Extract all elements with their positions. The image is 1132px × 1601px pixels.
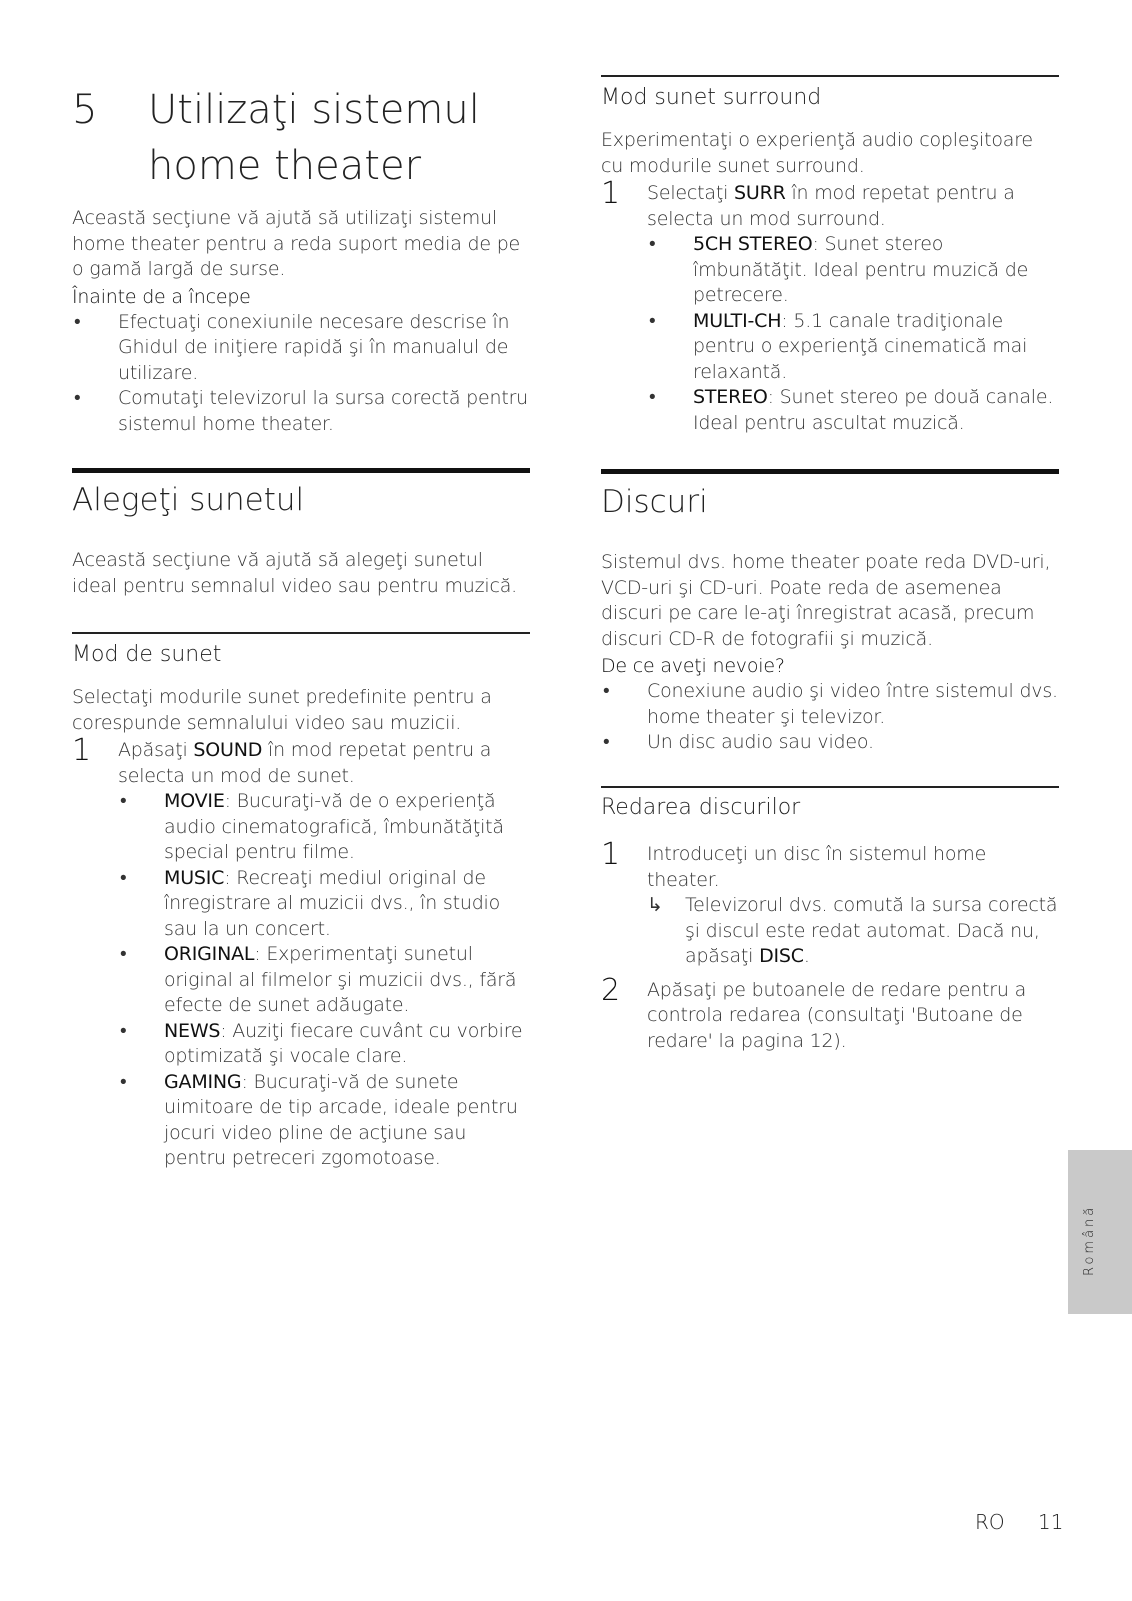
discuri-bullets: [601, 679, 1059, 756]
bullet-icon: •: [120, 866, 127, 889]
bullet-icon: •: [74, 387, 81, 409]
bullet-icon: •: [120, 1019, 127, 1042]
redarea-body: [601, 837, 1059, 1054]
result-arrow-icon: ↳: [647, 894, 663, 916]
subsection-divider: [72, 632, 530, 634]
list-item: • MUSIC: Recreaţi mediul original de înregistrare al muzicii dvs., în studio sau la un concert.: [120, 866, 501, 940]
language-tab: [1068, 1150, 1132, 1314]
surround-heading: Mod sunet surround: [601, 85, 822, 110]
surround-body: [601, 128, 1059, 436]
step-1: 1 Selectaţi SURR în mod repetat pentru a selecta un mod surround.: [601, 176, 1015, 230]
list-item: • GAMING: Bucuraţi-vă de sunete uimitoare de tip arcade, ideale pentru jocuri video pline de acţiune sau pentru petreceri zgomotoase.: [120, 1070, 518, 1169]
list-item: • Un disc audio sau video.: [601, 730, 1059, 756]
step-1: 1 Apăsaţi SOUND în mod repetat pentru a selecta un mod de sunet.: [72, 733, 492, 787]
bullet-icon: •: [649, 309, 656, 332]
redarea-heading: Redarea discurilor: [601, 795, 801, 820]
surround-mode-list: [647, 232, 1059, 436]
step-1: 1 Introduceţi un disc în sistemul home theater. ↳ Televizorul dvs. comută la sursa corectă şi discul este redat automat. Dacă nu, apăsaţi DISC.: [601, 842, 1059, 970]
footer-lang-code: RO: [975, 1510, 1005, 1534]
chapter-number: 5: [72, 87, 98, 133]
list-item: • Efectuaţi conexiunile necesare descrise în Ghidul de iniţiere rapidă şi în manualul de utilizare.: [74, 310, 510, 384]
step-number: 1: [601, 176, 620, 211]
bullet-icon: •: [74, 310, 81, 333]
disc-key: DISC: [759, 945, 804, 967]
sound-key: SOUND: [193, 739, 263, 761]
step-result: ↳ Televizorul dvs. comută la sursa corectă şi discul este redat automat. Dacă nu, apăsaţi DISC.: [647, 894, 1058, 967]
list-item: • Comutaţi televizorul la sursa corectă pentru sistemul home theater.: [74, 387, 529, 435]
intro-text: Această secţiune vă ajută să utilizaţi sistemul home theater pentru a reda suport media de pe o gamă largă de surse.: [72, 207, 521, 280]
language-label: Română: [1082, 1204, 1097, 1276]
discuri-body: [601, 550, 1059, 756]
surround-text: Experimentaţi o experienţă audio copleşitoare cu modurile sunet surround.: [601, 129, 1033, 177]
bullet-icon: •: [120, 790, 127, 812]
alegeti-text: Această secţiune vă ajută să alegeţi sunetul ideal pentru semnalul video sau pentru muzică.: [72, 549, 517, 597]
chapter-title-line1: Utilizaţi sistemul: [148, 87, 480, 133]
sound-mode-list: [118, 789, 530, 1172]
surr-key: SURR: [734, 182, 786, 204]
subsection-divider: [601, 786, 1059, 788]
discuri-text: Sistemul dvs. home theater poate reda DVD-uri, VCD-uri şi CD-uri. Poate reda de asemenea discuri pe care le-aţi înregistrat acasă, precum discuri CD-R de fotografii şi muzică.: [601, 551, 1051, 650]
alegeti-heading: Alegeţi sunetul: [72, 482, 305, 518]
bullet-icon: •: [120, 1070, 127, 1093]
step-2: 2 Apăsaţi pe butoanele de redare pentru a controla redarea (consultaţi 'Butoane de redare' la pagina 12).: [601, 972, 1027, 1052]
section-divider: [72, 468, 530, 473]
list-item: • STEREO: Sunet stereo pe două canale. Ideal pentru ascultat muzică.: [649, 386, 1054, 434]
step-number: 1: [601, 837, 620, 872]
list-item: • Conexiune audio şi video între sistemul dvs. home theater şi televizor.: [603, 680, 1058, 728]
bullet-icon: •: [603, 680, 610, 702]
need-label: De ce aveţi nevoie?: [601, 655, 785, 677]
page-number: 11: [1038, 1510, 1064, 1534]
step-number: 1: [72, 733, 91, 768]
list-item: • 5CH STEREO: Sunet stereo îmbunătăţit. Ideal pentru muzică de petrecere.: [649, 233, 1029, 306]
before-label: Înainte de a începe: [72, 285, 251, 308]
mod-sunet-body: [72, 685, 530, 1172]
list-item: • MOVIE: Bucuraţi-vă de o experienţă audio cinematografică, îmbunătăţită special pentru filme.: [120, 790, 504, 863]
discuri-heading: Discuri: [601, 484, 708, 520]
bullet-icon: •: [120, 943, 127, 965]
bullet-icon: •: [649, 386, 656, 408]
list-item: • NEWS: Auziţi fiecare cuvânt cu vorbire optimizată şi vocale clare.: [120, 1019, 523, 1067]
mod-sunet-text: Selectaţi modurile sunet predefinite pentru a corespunde semnalului video sau muzicii.: [72, 686, 492, 734]
step-number: 2: [601, 972, 620, 1008]
list-item: • ORIGINAL: Experimentaţi sunetul original al filmelor şi muzicii dvs., fără efecte de sunet adăugate.: [120, 943, 517, 1016]
section-divider: [601, 469, 1059, 474]
intro-block: [72, 206, 530, 437]
list-item: • MULTI-CH: 5.1 canale tradiţionale pentru o experienţă cinematică mai relaxantă.: [649, 309, 1028, 383]
bullet-icon: •: [649, 233, 656, 255]
chapter-title: [148, 82, 528, 194]
bullet-icon: •: [603, 731, 610, 753]
subsection-divider: [601, 75, 1059, 77]
mod-sunet-heading: Mod de sunet: [72, 642, 222, 667]
intro-bullets: [72, 310, 530, 438]
chapter-title-line2: home theater: [148, 143, 422, 189]
